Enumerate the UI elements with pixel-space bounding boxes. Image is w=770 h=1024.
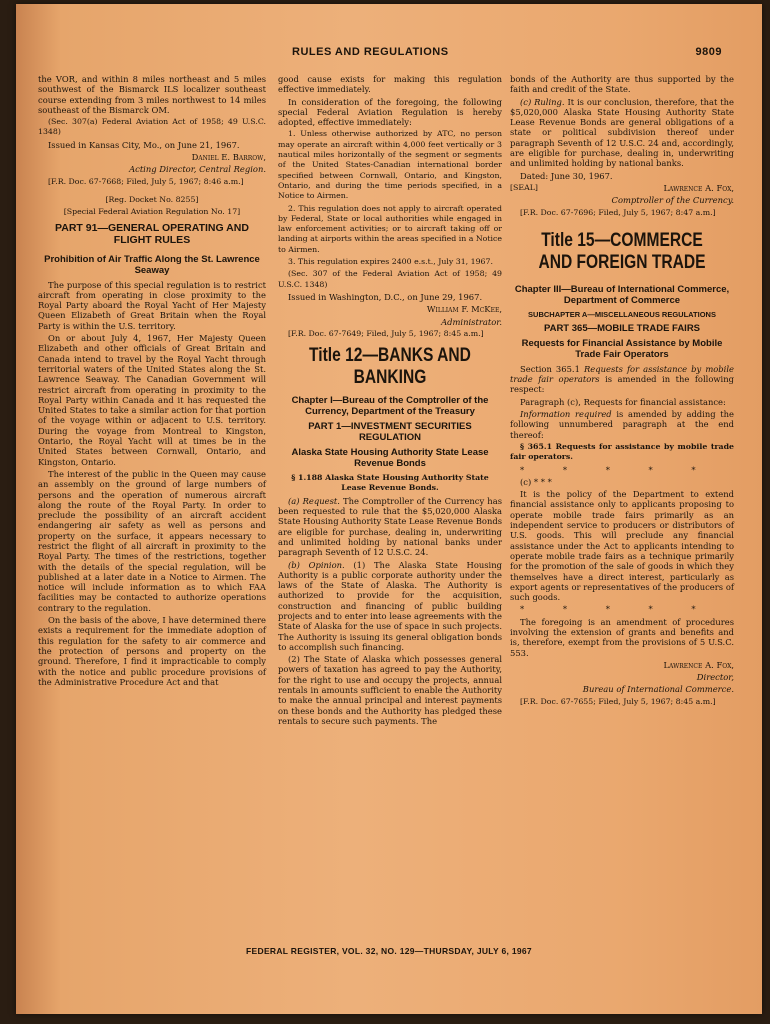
paragraph: The foregoing is an amendment of procedures involving the extension of grants and benefits and is, therefore, exempt from the provisions of 5 U.S.C. 553.: [510, 616, 734, 658]
paragraph-c-stars: (c) * * *: [520, 476, 552, 487]
column-2: [278, 74, 502, 728]
signature-name: William F. McKee,: [426, 304, 502, 315]
paragraph: bonds of the Authority are thus supported by the faith and credit of the State.: [510, 74, 734, 95]
paragraph-c: [510, 97, 734, 169]
signature-name: Lawrence A. Fox,: [663, 659, 734, 670]
chapter-heading: Chapter III—Bureau of International Commerce, Department of Commerce: [514, 283, 730, 306]
paragraph: In consideration of the foregoing, the following special Federal Aviation Regulation is hereby adopted, effective immediately:: [278, 96, 502, 128]
seal-signature-row: [510, 183, 734, 193]
paragraph-text: (1) The Alaska State Housing Authority is a public corporate authority under the laws of the State of Alaska. The Authority is authorized to provide for the acquisition, construction and financing of public building projects and to enter into lease agreements with the State of Alaska for the use of space in such projects. The Authority is issuing its general obligation bonds to accomplish such financing.: [278, 559, 502, 652]
rule-item: 1. Unless otherwise authorized by ATC, no person may operate an aircraft within 4,000 feet vertically or 3 nautical miles horizontally of the segment or segments of the United States-Canadian international border specified between Cornwall, Ontario, and Kingston, Ontario, and during the time periods specified, in a Notice to Airmen.: [278, 129, 502, 201]
issued-line: Issued in Kansas City, Mo., on June 21, 1967.: [48, 139, 240, 150]
column-1: [38, 74, 266, 689]
amendment-text: is amended in the following respect:: [510, 374, 734, 395]
page-footer: FEDERAL REGISTER, VOL. 32, NO. 129—THURSDAY, JULY 6, 1967: [246, 946, 532, 956]
info-required: [510, 409, 734, 440]
paragraph: (2) The State of Alaska which possesses general powers of taxation has agreed to pay the Authority, for the right to use and occupy the projects, annual rentals in amounts sufficient to enable the Authority to make the annual principal and interest payments on these bonds and the Authority has pledged these rentals to secure such payments. The: [278, 654, 502, 726]
part-heading: PART 91—GENERAL OPERATING AND FLIGHT RULES: [55, 221, 249, 246]
document-page: [16, 4, 762, 1014]
rule-item: 3. This regulation expires 2400 e.s.t., July 31, 1967.: [288, 257, 493, 267]
signature-title: Administrator.: [441, 316, 502, 327]
chapter-heading: Chapter I—Bureau of the Comptroller of the Currency, Department of the Treasury: [291, 395, 489, 418]
sub-heading: Prohibition of Air Traffic Along the St. Lawrence Seaway: [44, 253, 260, 276]
signature-title: Bureau of International Commerce.: [582, 684, 734, 695]
section-name: Requests for assistance by mobile trade fair operators: [510, 363, 734, 385]
policy-paragraph: It is the policy of the Department to extend financial assistance only to applicants proposing to operate mobile trade fairs primarily as an independent service to producers or distributors of U.S. goods. This will preclude any financial assistance under the Act to applicants intending to operate mobile trade fairs as a technique primarily for the promotion of the sale of goods in which they themselves have a direct interest, particularly as export agents or representatives of the producers of such goods.: [510, 489, 734, 603]
paragraph: good cause exists for making this regulation effective immediately.: [278, 74, 502, 95]
fr-doc: [F.R. Doc. 67-7696; Filed, July 5, 1967; 8:47 a.m.]: [520, 207, 716, 217]
label-ruling: (c) Ruling.: [520, 96, 565, 107]
signature-title: Director,: [696, 672, 734, 683]
paragraph-text: The Comptroller of the Currency has been requested to rule that the $5,020,000 Alaska State Housing Authority State Lease Revenue Bonds are eligible for purchase, dealing in, underwriting and unlimited holding by national banks under paragraph Seventh of 12 U.S.C. 24.: [278, 495, 503, 558]
paragraph: the VOR, and within 8 miles northeast and 5 miles southwest of the Bismarck ILS localizer southeast course extending from 3 miles northwest to 14 miles southeast of the Bismarck OM.: [38, 74, 266, 115]
part-heading: PART 365—MOBILE TRADE FAIRS: [543, 322, 701, 334]
signature-title: Comptroller of the Currency.: [611, 195, 734, 206]
fr-doc: [F.R. Doc. 67-7649; Filed, July 5, 1967; 8:45 a.m.]: [288, 328, 484, 338]
paragraph-ref: Paragraph (c), Requests for financial assistance:: [520, 396, 726, 407]
ellipsis-stars: * * * * *: [520, 604, 714, 615]
seal: [SEAL]: [510, 182, 538, 192]
info-text: is amended by adding the following unnumbered paragraph at the end thereof:: [510, 409, 734, 440]
paragraph: On the basis of the above, I have determined there exists a requirement for the immediate adoption of this regulation for the safety to air commerce and the protection of persons and property on the ground. Therefore, I find it impracticable to comply with the notice and public procedure provisions of the Administrative Procedure Act and that: [38, 615, 266, 687]
paragraph: The interest of the public in the Queen may cause an assembly on the ground of large numbers of persons and the operation of numerous aircraft along the route of the Royal Party. In order to preclude the possibility of an aircraft accident endangering air safety as well as persons and property on the surface, it appears necessary to restrict the flight of all aircraft in proximity to the Royal Party. The times of the restrictions, together with the details of the special regulation, will be published at a later date in a Notice to Airmen. The notice will include information as to which FAA facilities may be contacted to authorize operations contrary to the regulation.: [38, 468, 266, 613]
paragraph: The purpose of this special regulation is to restrict aircraft from operating in close proximity to the Royal Party aboard the Royal Yacht of Her Majesty Queen Elizabeth of Great Britain when the Royal Party is within the U.S. territory.: [38, 279, 266, 331]
dated-line: Dated: June 30, 1967.: [520, 170, 613, 181]
signature-title: Acting Director, Central Region.: [129, 164, 266, 175]
label-request: (a) Request.: [288, 495, 340, 506]
section-title: RULES AND REGULATIONS: [292, 46, 449, 58]
docket-number: [Reg. Docket No. 8255]: [105, 194, 199, 204]
issued-line: Issued in Washington, D.C., on June 29, 1967.: [288, 291, 483, 302]
sub-heading: Alaska State Housing Authority State Lease Revenue Bonds: [291, 447, 489, 470]
amendment-intro: [510, 364, 734, 395]
signature-name: Lawrence A. Fox,: [663, 182, 734, 193]
section-ref: Section 365.1: [520, 363, 580, 374]
page-number: 9809: [695, 46, 722, 58]
info-label: Information required: [520, 409, 612, 420]
label-opinion: (b) Opinion.: [288, 559, 345, 570]
column-3: [510, 74, 734, 709]
sub-heading: Requests for Financial Assistance by Mobile Trade Fair Operators: [521, 337, 723, 360]
paragraph-text: It is our conclusion, therefore, that the $5,020,000 Alaska State Housing Authority State Lease Revenue Bonds are general obligations of a state or political subdivision thereof under paragraph Seventh of 12 U.S.C. 24 and, accordingly, are eligible for purchase, dealing in, underwriting and unlimited holding by national banks.: [510, 96, 734, 169]
citation: (Sec. 307 of the Federal Aviation Act of 1958; 49 U.S.C. 1348): [278, 269, 502, 289]
paragraph-a: [278, 496, 502, 558]
rule-item: 2. This regulation does not apply to aircraft operated by Federal, State or local authorities while engaged in law enforcement activities; or to aircraft taking off or landing at airports within the areas specified in a Notice to Airmen.: [278, 203, 502, 254]
citation: (Sec. 307(a) Federal Aviation Act of 1958; 49 U.S.C. 1348): [38, 117, 266, 137]
signature-name: Daniel E. Barrow,: [191, 152, 266, 163]
title-12-heading: Title 12—BANKS AND BANKING: [309, 345, 471, 389]
title-15-heading: Title 15—COMMERCE AND FOREIGN TRADE: [538, 229, 706, 273]
paragraph-b: [278, 560, 502, 653]
section-heading: § 365.1 Requests for assistance by mobile trade fair operators.: [510, 441, 734, 462]
special-regulation: [Special Federal Aviation Regulation No. 17]: [63, 207, 241, 217]
subchapter-heading: SUBCHAPTER A—MISCELLANEOUS REGULATIONS: [528, 309, 716, 319]
ellipsis-stars: * * * * *: [520, 464, 714, 475]
section-heading: § 1.188 Alaska State Housing Authority State Lease Revenue Bonds.: [291, 473, 489, 493]
fr-doc: [F.R. Doc. 67-7668; Filed, July 5, 1967; 8:46 a.m.]: [48, 176, 244, 186]
part-heading: PART 1—INVESTMENT SECURITIES REGULATION: [308, 421, 472, 444]
fr-doc: [F.R. Doc. 67-7655; Filed, July 5, 1967; 8:45 a.m.]: [520, 696, 716, 706]
paragraph: On or about July 4, 1967, Her Majesty Queen Elizabeth and other officials of Great Britain and Canada intend to travel by the Royal Yacht through territorial waters of the United States along the St. Lawrence Seaway. The Canadian Government will restrict aircraft from operating in proximity to the Royal Party within Canada and it has requested the United States to take a similar action for that portion of the voyage within or adjacent to U.S. territory. During the voyage from Montreal to Kingston, Ontario, the Royal Yacht will at times be in the United States between Cornwall, Ontario, and Kingston, Ontario.: [38, 333, 266, 467]
